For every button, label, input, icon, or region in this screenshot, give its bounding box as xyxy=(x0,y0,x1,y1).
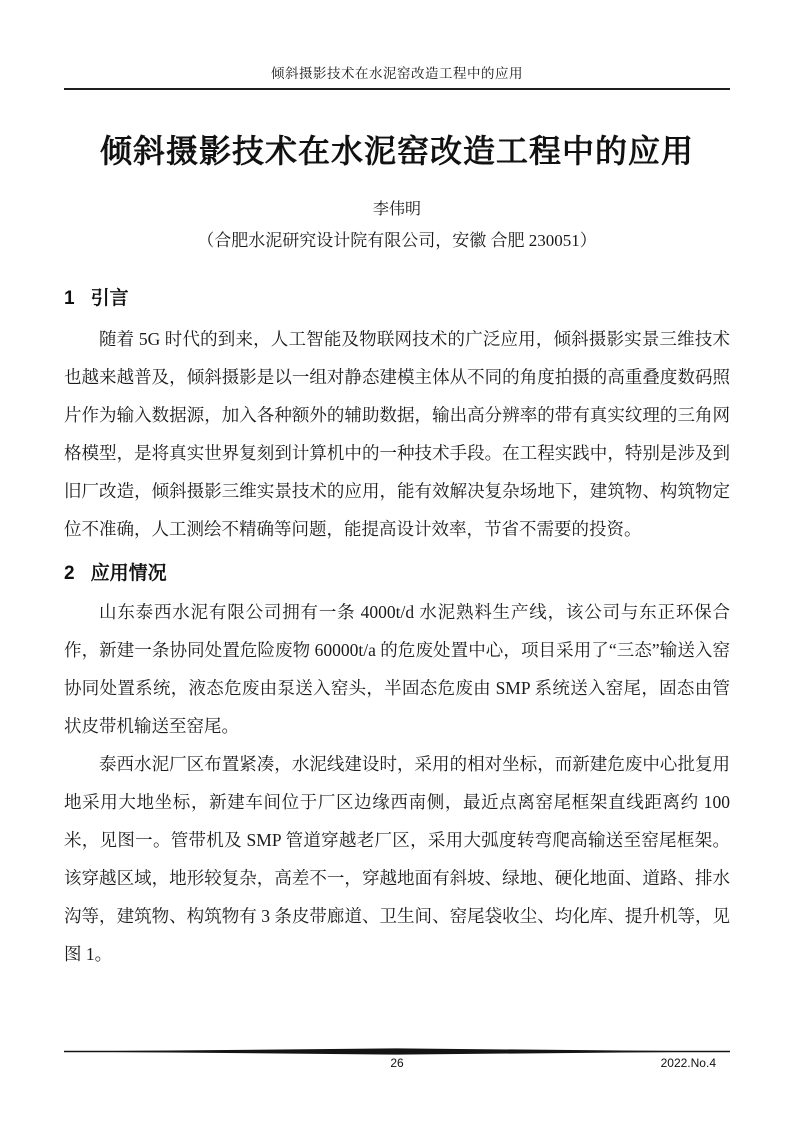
author-affiliation: （合肥水泥研究设计院有限公司，安徽 合肥 230051） xyxy=(197,231,597,250)
page-footer xyxy=(64,1048,730,1072)
section-1-heading xyxy=(64,283,730,310)
section-2-heading xyxy=(64,558,730,585)
section-1-number: 1 xyxy=(64,288,75,309)
issue-label: 2022.No.4 xyxy=(660,1056,716,1070)
footer-row xyxy=(64,1056,730,1072)
running-header-title: 倾斜摄影技术在水泥窑改造工程中的应用 xyxy=(271,66,523,81)
section-2-title: 应用情况 xyxy=(90,563,167,584)
paragraph: 泰西水泥厂区布置紧凑，水泥线建设时，采用的相对坐标，而新建危废中心批复用地采用大地坐标，新建车间位于厂区边缘西南侧，最近点离窑尾框架直线距离约 100 米，见图一。管带机及 SMP 管道穿越老厂区，采用大弧度转弯爬高输送至窑尾框架。该穿越区域，地形较复杂，高差不一，穿越地面有斜坡、绿地、硬化地面、道路、排水沟等，建筑物、构筑物有 3 条皮带廊道、卫生间、窑尾袋收尘、均化库、提升机等，见图 1。 xyxy=(64,754,730,964)
paragraph: 随着 5G 时代的到来，人工智能及物联网技术的广泛应用，倾斜摄影实景三维技术也越来越普及，倾斜摄影是以一组对静态建模主体从不同的角度拍摄的高重叠度数码照片作为输入数据源，加入各种额外的辅助数据，输出高分辨率的带有真实纹理的三角网格模型，是将真实世界复刻到计算机中的一种技术手段。在工程实践中，特别是涉及到旧厂改造，倾斜摄影三维实景技术的应用，能有效解决复杂场地下，建筑物、构筑物定位不准确，人工测绘不精确等问题，能提高设计效率，节省不需要的投资。 xyxy=(64,329,730,539)
footer-divider xyxy=(64,1048,730,1055)
page-content xyxy=(64,0,730,973)
section-2-number: 2 xyxy=(64,563,75,584)
author-name: 李伟明 xyxy=(372,201,421,218)
paragraph: 山东泰西水泥有限公司拥有一条 4000t/d 水泥熟料生产线，该公司与东正环保合作，新建一条协同处置危险废物 60000t/a 的危废处置中心，项目采用了“三态”输送入窑协同处置系统，液态危废由泵送入窑头，半固态危废由 SMP 系统送入窑尾，固态由管状皮带机输送至窑尾。 xyxy=(64,602,730,736)
running-header xyxy=(64,0,730,90)
section-1-title: 引言 xyxy=(90,288,129,309)
page-number: 26 xyxy=(390,1056,404,1070)
article-title: 倾斜摄影技术在水泥窑改造工程中的应用 xyxy=(99,133,694,169)
